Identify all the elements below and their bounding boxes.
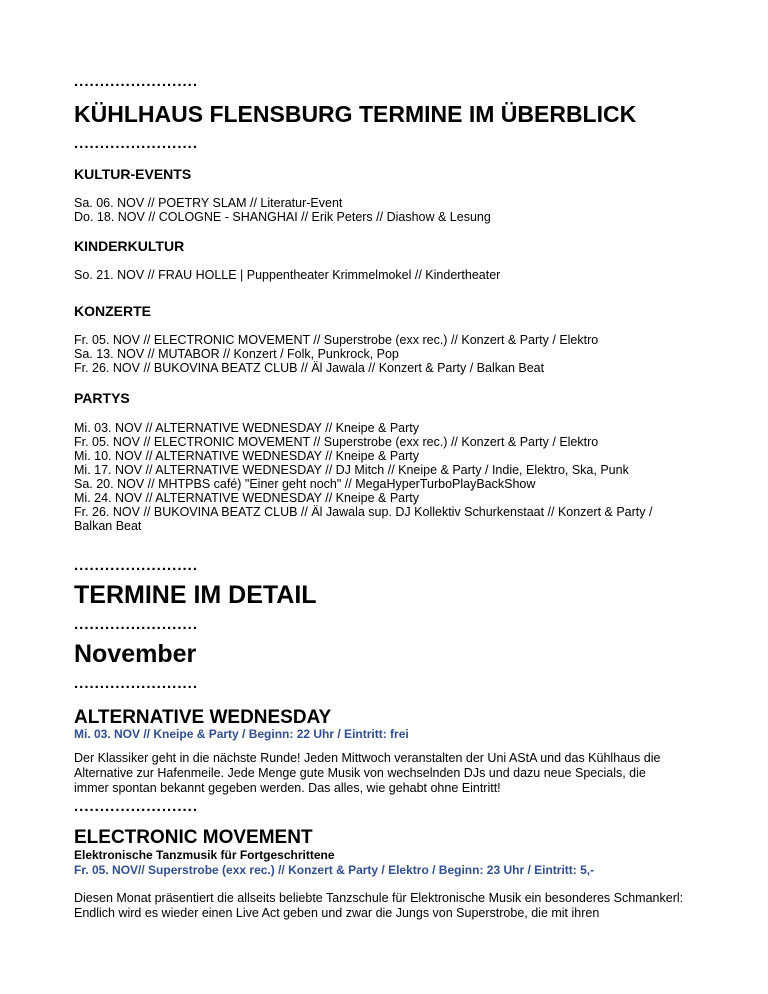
event-description: Der Klassiker geht in die nächste Runde! Jeden Mittwoch veranstalten der Uni AStA und das Kühlhaus die Alternative zur Hafenmeile. Jede Menge gute Musik von wechselnden DJs und dazu neue Specials, die immer spontan bekannt gegeben werden. Das alles, wie gehabt ohne Eintritt! [74,751,661,795]
section-heading-konzerte: KONZERTE [74,303,151,319]
section-heading-kinder: KINDERKULTUR [74,238,185,254]
list-item: Mi. 24. NOV // ALTERNATIVE WEDNESDAY // Kneipe & Party [74,491,420,505]
event-title: ELECTRONIC MOVEMENT [74,827,313,848]
list-item: Sa. 06. NOV // POETRY SLAM // Literatur-Event [74,196,343,210]
section-list-kultur [74,196,684,224]
list-item: Mi. 03. NOV // ALTERNATIVE WEDNESDAY // Kneipe & Party [74,421,420,435]
section-list-kinder [74,268,684,282]
detail-title: TERMINE IM DETAIL [74,581,317,609]
dotted-separator: ........................ [74,135,199,152]
event-meta: Fr. 05. NOV// Superstrobe (exx rec.) // Konzert & Party / Elektro / Beginn: 23 Uhr / Eintritt: 5,- [74,863,595,877]
list-item: Fr. 05. NOV // ELECTRONIC MOVEMENT // Superstrobe (exx rec.) // Konzert & Party / Elektro [74,333,599,347]
list-item: Sa. 13. NOV // MUTABOR // Konzert / Folk, Punkrock, Pop [74,347,399,361]
list-item: Fr. 05. NOV // ELECTRONIC MOVEMENT // Superstrobe (exx rec.) // Konzert & Party / Elektro [74,435,599,449]
dotted-separator: ........................ [74,73,199,90]
list-item: Do. 18. NOV // COLOGNE - SHANGHAI // Erik Peters // Diashow & Lesung [74,210,491,224]
section-heading-partys: PARTYS [74,390,130,406]
section-list-partys [74,421,684,533]
section-list-konzerte [74,333,684,375]
dotted-separator: ........................ [74,675,199,692]
list-item: Fr. 26. NOV // BUKOVINA BEATZ CLUB // Äl Jawala sup. DJ Kollektiv Schurkenstaat // Konzert & Party / Balkan Beat [74,505,653,533]
list-item: So. 21. NOV // FRAU HOLLE | Puppentheater Krimmelmokel // Kindertheater [74,268,501,282]
section-heading-kultur: KULTUR-EVENTS [74,166,192,182]
month-heading: November [74,640,197,668]
event-meta: Mi. 03. NOV // Kneipe & Party / Beginn: 22 Uhr / Eintritt: frei [74,727,409,741]
dotted-separator: ........................ [74,557,199,574]
list-item: Mi. 17. NOV // ALTERNATIVE WEDNESDAY // DJ Mitch // Kneipe & Party / Indie, Elektro, Ska, Punk [74,463,629,477]
list-item: Mi. 10. NOV // ALTERNATIVE WEDNESDAY // Kneipe & Party [74,449,420,463]
event-title: ALTERNATIVE WEDNESDAY [74,707,332,728]
event-description: Diesen Monat präsentiert die allseits beliebte Tanzschule für Elektronische Musik ein besonderes Schmankerl: Endlich wird es wieder einen Live Act geben und zwar die Jungs von Superstrobe, die mit ihren [74,891,684,920]
list-item: Fr. 26. NOV // BUKOVINA BEATZ CLUB // Äl Jawala // Konzert & Party / Balkan Beat [74,361,545,375]
list-item: Sa. 20. NOV // MHTPBS café) "Einer geht noch" // MegaHyperTurboPlayBackShow [74,477,536,491]
event-subtitle: Elektronische Tanzmusik für Fortgeschrittene [74,848,335,862]
dotted-separator: ........................ [74,616,199,633]
dotted-separator: ........................ [74,798,199,815]
page-title: KÜHLHAUS FLENSBURG TERMINE IM ÜBERBLICK [74,101,637,127]
